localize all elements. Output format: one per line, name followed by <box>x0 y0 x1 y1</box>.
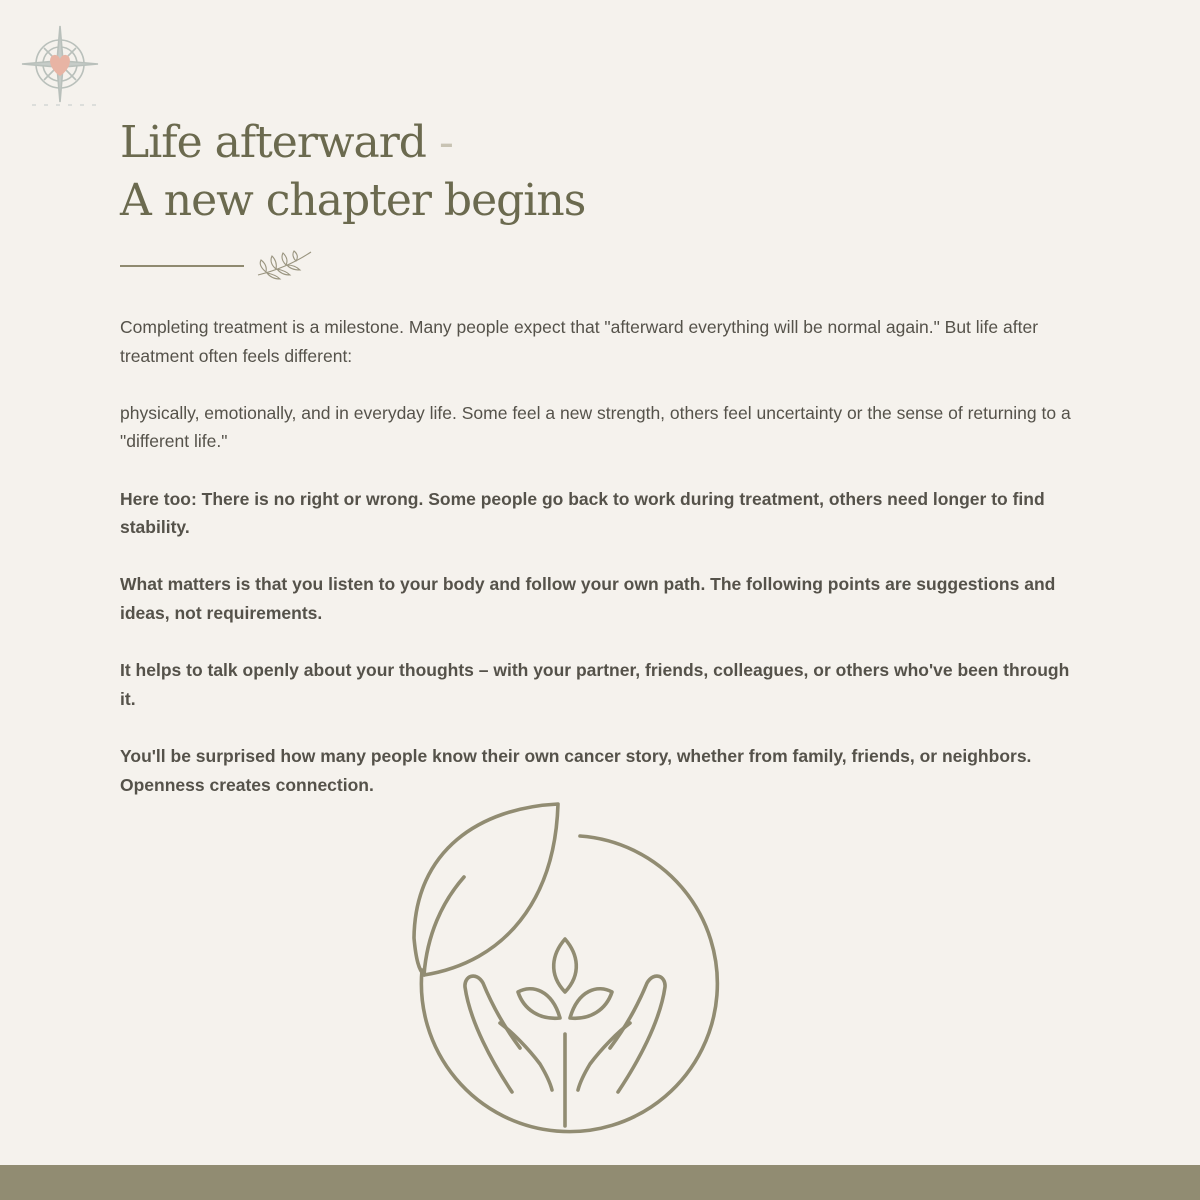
emphasis-paragraph-3: It helps to talk openly about your thoughts – with your partner, friends, colleagues, or others who've been through it. <box>120 660 1070 709</box>
compass-heart-icon <box>18 22 102 106</box>
emphasis-paragraph-4: You'll be surprised how many people know their own cancer story, whether from family, friends, or neighbors. Openness creates connection. <box>120 745 1032 795</box>
intro-paragraph-1: Completing treatment is a milestone. Many people expect that "afterward everything will be normal again." But life after treatment often feels different: <box>120 317 1039 366</box>
title-dash: - <box>438 117 453 168</box>
emphasis-paragraph-1: Here too: There is no right or wrong. Some people go back to work during treatment, others need longer to find stability. <box>120 488 1045 538</box>
footer-bar <box>0 1165 1200 1200</box>
body-content <box>120 313 1085 828</box>
page-title <box>120 114 585 230</box>
title-line-2: A new chapter begins <box>120 175 586 226</box>
emphasis-paragraph-2: What matters is that you listen to your body and follow your own path. The following points are suggestions and ideas, not requirements. <box>120 574 1056 623</box>
intro-paragraph-2: physically, emotionally, and in everyday life. Some feel a new strength, others feel uncertainty or the sense of returning to a "different life." <box>120 402 1071 452</box>
hands-holding-sprout-icon <box>398 798 728 1134</box>
title-line-1: Life afterward <box>120 117 426 168</box>
leaf-sprig-divider-icon <box>120 248 320 280</box>
